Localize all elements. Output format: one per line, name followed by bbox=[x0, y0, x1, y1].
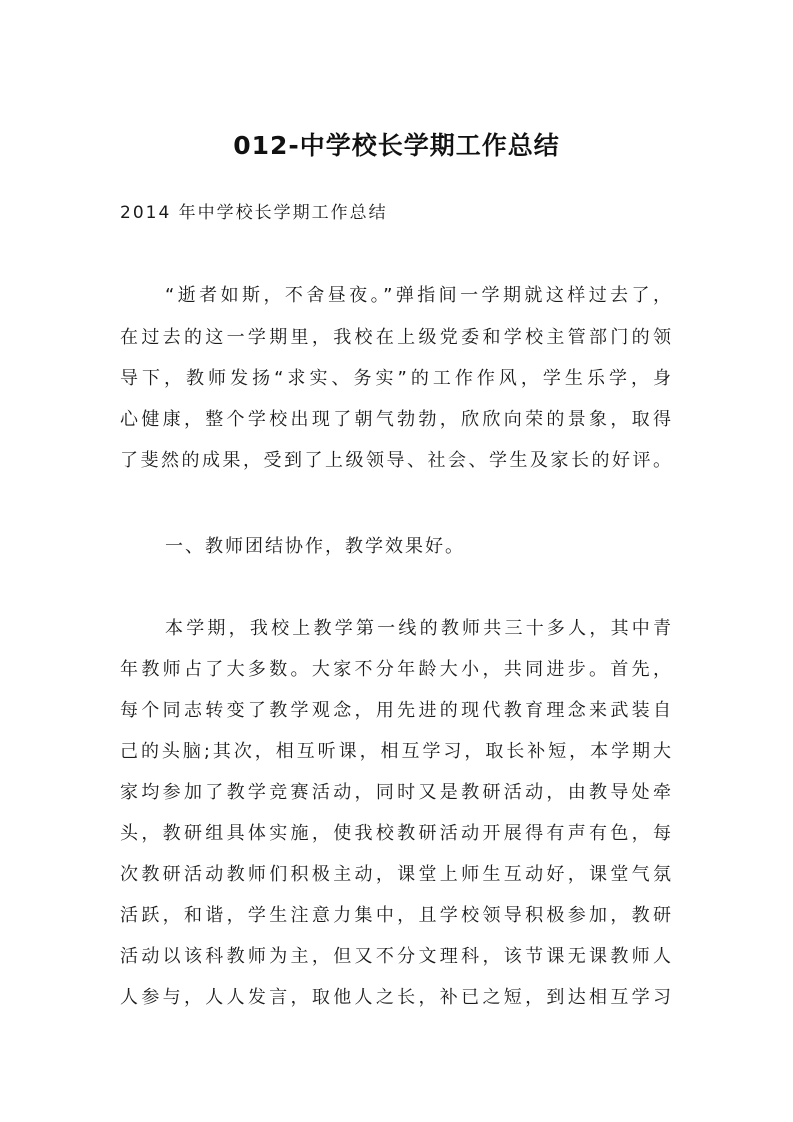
paragraph-line: 家均参加了教学竞赛活动，同时又是教研活动，由教导处牵 bbox=[120, 782, 672, 803]
paragraph-line: 活跃，和谐，学生注意力集中，且学校领导积极参加，教研 bbox=[120, 905, 672, 926]
paragraph-line: 己的头脑;其次，相互听课，相互学习，取长补短，本学期大 bbox=[120, 741, 672, 762]
section-heading-1: 一、教师团结协作，教学效果好。 bbox=[165, 536, 465, 557]
paragraph-line: 次教研活动教师们积极主动，课堂上师生互动好，课堂气氛 bbox=[120, 864, 672, 885]
paragraph-line: 头，教研组具体实施，使我校教研活动开展得有声有色，每 bbox=[120, 823, 672, 844]
paragraph-line: 人参与，人人发言，取他人之长，补已之短，到达相互学习 bbox=[120, 987, 672, 1008]
paragraph-line: 活动以该科教师为主，但又不分文理科，该节课无课教师人 bbox=[120, 946, 672, 967]
paragraph-line: 心健康，整个学校出现了朝气勃勃，欣欣向荣的景象，取得 bbox=[120, 409, 672, 430]
document-title: 012-中学校长学期工作总结 bbox=[233, 131, 560, 160]
paragraph-line: 本学期，我校上教学第一线的教师共三十多人，其中青 bbox=[165, 618, 672, 639]
paragraph-line: 年教师占了大多数。大家不分年龄大小，共同进步。首先， bbox=[120, 659, 672, 680]
paragraph-line: 了斐然的成果，受到了上级领导、社会、学生及家长的好评。 bbox=[120, 450, 672, 471]
paragraph-line: “逝者如斯，不舍昼夜。”弹指间一学期就这样过去了， bbox=[165, 285, 672, 306]
document-subtitle: 2014 年中学校长学期工作总结 bbox=[120, 203, 388, 223]
paragraph-line: 在过去的这一学期里，我校在上级党委和学校主管部门的领 bbox=[120, 327, 672, 348]
paragraph-line: 每个同志转变了教学观念，用先进的现代教育理念来武装自 bbox=[120, 700, 672, 721]
paragraph-line: 导下，教师发扬“求实、务实”的工作作风，学生乐学，身 bbox=[120, 368, 672, 389]
